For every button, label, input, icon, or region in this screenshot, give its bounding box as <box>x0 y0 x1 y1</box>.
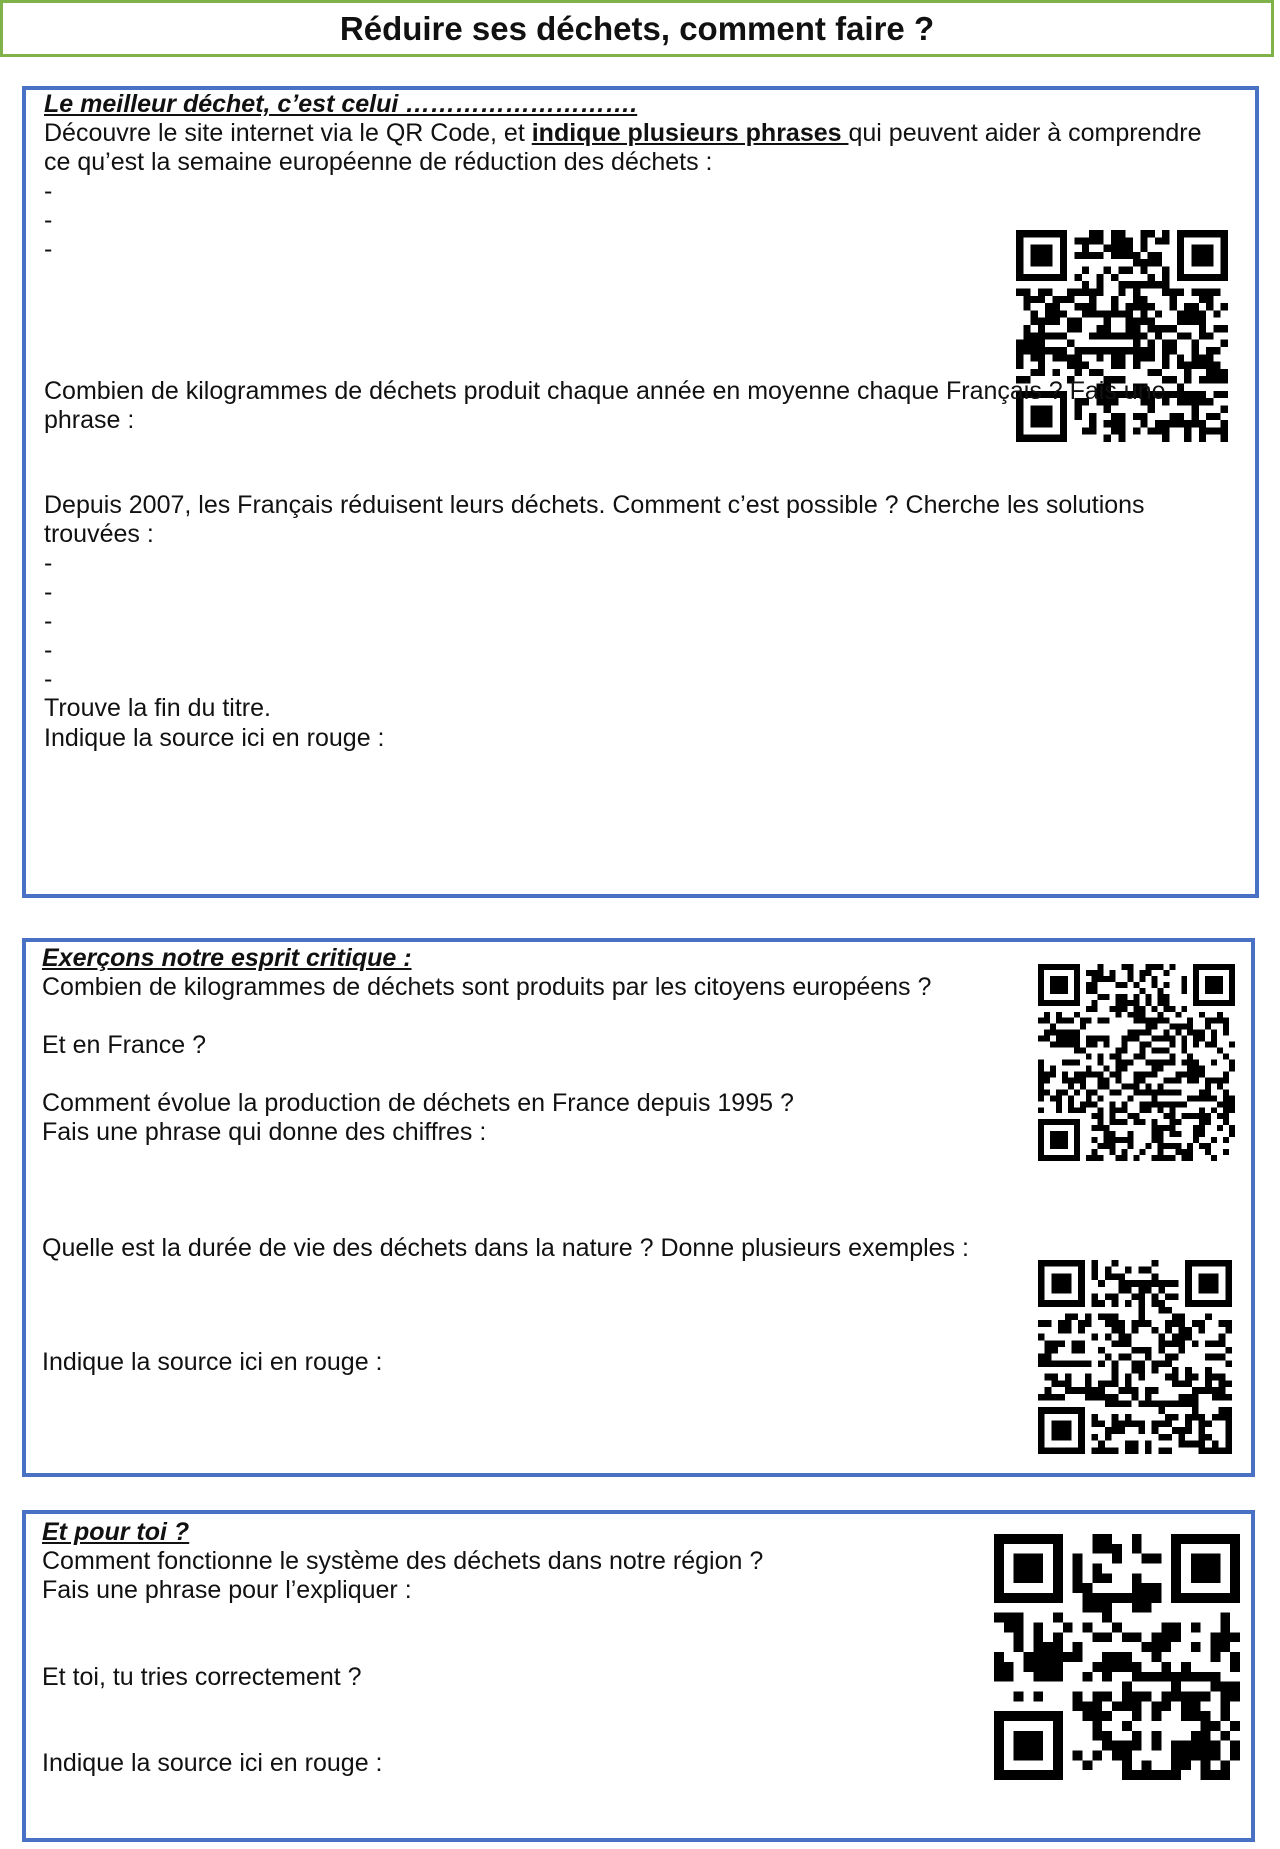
source-prompt: Indique la source ici en rouge : <box>42 1749 383 1777</box>
answer-bullet: - <box>44 578 53 606</box>
answer-bullet: - <box>44 665 53 693</box>
qr-code-icon[interactable] <box>1016 230 1228 442</box>
qr-code-icon[interactable] <box>1038 1260 1232 1454</box>
question-text: Combien de kilogrammes de déchets produit chaque année en moyenne chaque Français ? Fais une <box>44 377 1166 405</box>
emphasized-instruction: indique plusieurs phrases <box>531 119 849 147</box>
question-text: Quelle est la durée de vie des déchets dans la nature ? Donne plusieurs exemples : <box>42 1234 969 1262</box>
answer-bullet: - <box>44 549 53 577</box>
section-heading: Et pour toi ? <box>42 1518 190 1546</box>
question-text: trouvées : <box>44 520 154 548</box>
source-prompt: Indique la source ici en rouge : <box>44 724 385 752</box>
question-text: Depuis 2007, les Français réduisent leurs déchets. Comment c’est possible ? Cherche les solutions <box>44 491 1145 519</box>
answer-bullet: - <box>44 206 53 234</box>
section-heading: Exerçons notre esprit critique : <box>42 944 412 972</box>
question-text-part: Découvre le site internet via le QR Code, et <box>44 119 532 147</box>
qr-code-icon[interactable] <box>1038 964 1235 1161</box>
section-heading: Le meilleur déchet, c’est celui ………………………. <box>44 90 638 118</box>
question-text: Comment évolue la production de déchets en France depuis 1995 ? <box>42 1089 794 1117</box>
section-best-waste <box>22 86 1259 898</box>
answer-bullet: - <box>44 177 53 205</box>
question-text: ce qu’est la semaine européenne de réduction des déchets : <box>44 148 713 176</box>
question-text: Et toi, tu tries correctement ? <box>42 1663 362 1691</box>
answer-bullet: - <box>44 636 53 664</box>
question-text: phrase : <box>44 406 135 434</box>
question-text: Et en France ? <box>42 1031 206 1059</box>
qr-code-icon[interactable] <box>994 1534 1240 1780</box>
question-text: Comment fonctionne le système des déchets dans notre région ? <box>42 1547 764 1575</box>
section-critical-thinking <box>22 938 1255 1477</box>
question-text: Fais une phrase qui donne des chiffres : <box>42 1118 487 1146</box>
answer-bullet: - <box>44 235 53 263</box>
question-text-part: qui peuvent aider à comprendre <box>848 119 1202 147</box>
question-text: Fais une phrase pour l’expliquer : <box>42 1576 412 1604</box>
source-prompt: Indique la source ici en rouge : <box>42 1348 383 1376</box>
question-text: Trouve la fin du titre. <box>44 694 271 722</box>
page-title: Réduire ses déchets, comment faire ? <box>0 0 1274 57</box>
section-for-you <box>22 1510 1255 1842</box>
answer-bullet: - <box>44 607 53 635</box>
question-text: Combien de kilogrammes de déchets sont produits par les citoyens européens ? <box>42 973 932 1001</box>
